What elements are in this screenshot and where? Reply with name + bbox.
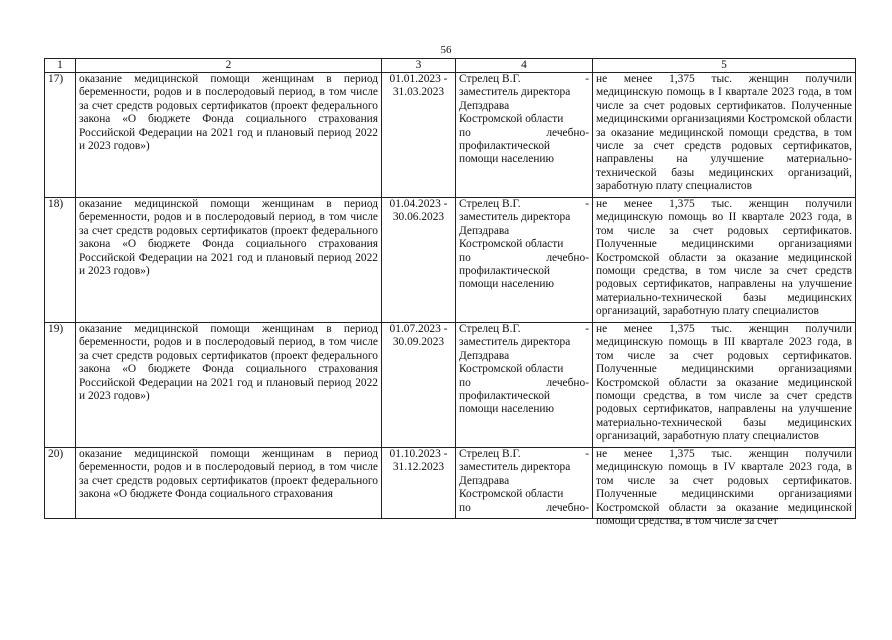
expected-result-text: не менее 1,375 тыс. женщин получили медицинскую помощь в IV квартале 2023 года, в том числе за счет родовых сертификатов. Полученные медицинскими организациями Костромской области за оказание медицинской помощи средства, в том числе за счет — [596, 448, 852, 528]
measure-description: оказание медицинской помощи женщинам в период беременности, родов и в послеродовый период, в том числе за счет средств родовых сертификатов (проект федерального закона «О бюджете Фонда социального страхования Российской Федерации на 2021 год и плановый период 2022 и 2023 годов») — [76, 73, 382, 198]
date-to: 31.12.2023 — [392, 461, 445, 474]
table-header-row — [45, 59, 856, 73]
responsible-position: заместитель директора Депздрава — [459, 336, 571, 362]
deadline-cell — [382, 198, 456, 323]
expected-result: не менее 1,375 тыс. женщин получили медицинскую помощь в III квартале 2023 года, в том числе за счет родовых сертификатов. Полученные медицинскими организациями Костромской области за оказание медицинской помощи средства, в том числе за счет средств родовых сертификатов, направлены на улучшение материально-технической базы медицинских организаций, заработную плату специалистов — [593, 323, 856, 448]
expected-result: не менее 1,375 тыс. женщин получили медицинскую помощь во II квартале 2023 года, в том числе за счет родовых сертификатов. Полученные медицинскими организациями Костромской области за оказание медицинской помощи средства, в том числе за счет средств родовых сертификатов, направлены на улучшение материально-технической базы медицинских организаций, заработную плату специалистов — [593, 198, 856, 323]
measures-table — [44, 58, 856, 528]
responsible-dash: - — [585, 323, 589, 335]
responsible-dash: - — [585, 73, 589, 85]
expected-result — [593, 448, 856, 528]
measure-description — [76, 448, 382, 519]
responsible-position: заместитель директора Депздрава — [459, 461, 571, 487]
responsible-prep: по — [459, 251, 471, 264]
date-from: 01.07.2023 - — [389, 323, 448, 335]
row-number: 17) — [45, 73, 76, 198]
date-to: 30.06.2023 — [392, 211, 445, 224]
table-row — [45, 73, 856, 198]
responsible-position: заместитель директора Депздрава — [459, 86, 571, 112]
table-row — [45, 323, 856, 448]
responsible-prep: по — [459, 501, 471, 514]
responsible-region: Костромской области — [459, 488, 564, 501]
deadline-cell — [382, 323, 456, 448]
row-number: 18) — [45, 198, 76, 323]
responsible-prep: по — [459, 126, 471, 139]
responsible-dash: - — [585, 448, 589, 460]
responsible-cell — [456, 198, 593, 323]
deadline-cell — [382, 448, 456, 519]
table-row — [45, 198, 856, 323]
responsible-dept: лечебно- — [546, 126, 589, 139]
responsible-dash: - — [585, 198, 589, 210]
responsible-dept: лечебно- — [546, 501, 589, 514]
responsible-name: Стрелец В.Г. — [459, 448, 521, 460]
responsible-dept: лечебно- — [546, 376, 589, 389]
measure-description: оказание медицинской помощи женщинам в период беременности, родов и в послеродовый период, в том числе за счет средств родовых сертификатов (проект федерального закона «О бюджете Фонда социального страхования Российской Федерации на 2021 год и плановый период 2022 и 2023 годов») — [76, 323, 382, 448]
responsible-region: Костромской области — [459, 113, 564, 126]
responsible-name: Стрелец В.Г. — [459, 323, 521, 335]
date-to: 31.03.2023 — [392, 86, 445, 99]
responsible-cell — [456, 448, 593, 519]
column-header: 4 — [456, 59, 593, 73]
responsible-name: Стрелец В.Г. — [459, 198, 521, 210]
column-header: 5 — [593, 59, 856, 73]
date-from: 01.04.2023 - — [389, 198, 448, 210]
responsible-cell — [456, 73, 593, 198]
date-from: 01.10.2023 - — [389, 448, 448, 460]
responsible-dept: лечебно- — [546, 251, 589, 264]
measure-description-text: оказание медицинской помощи женщинам в период беременности, родов и в послеродовый период, в том числе за счет средств родовых сертификатов (проект федерального закона «О бюджете Фонда социального страхования — [79, 448, 378, 501]
column-header: 1 — [45, 59, 76, 73]
page-number: 56 — [440, 44, 452, 56]
table-row — [45, 448, 856, 519]
deadline-cell — [382, 73, 456, 198]
row-number: 20) — [45, 448, 76, 519]
responsible-department: профилактической помощи населению — [459, 265, 555, 291]
responsible-department: профилактической помощи населению — [459, 390, 555, 416]
responsible-prep: по — [459, 376, 471, 389]
responsible-name: Стрелец В.Г. — [459, 73, 521, 85]
responsible-position: заместитель директора Депздрава — [459, 211, 571, 237]
date-to: 30.09.2023 — [392, 336, 445, 349]
expected-result: не менее 1,375 тыс. женщин получили медицинскую помощь в I квартале 2023 года, в том числе за счет родовых сертификатов. Полученные медицинскими организациями Костромской области за оказание медицинской помощи средства, в том числе за счет средств родовых сертификатов, направлены на улучшение материально-технической базы медицинских организаций, заработную плату специалистов — [593, 73, 856, 198]
responsible-department: профилактической помощи населению — [459, 140, 555, 166]
column-header: 3 — [382, 59, 456, 73]
date-from: 01.01.2023 - — [389, 73, 448, 85]
responsible-cell — [456, 323, 593, 448]
responsible-region: Костромской области — [459, 238, 564, 251]
row-number: 19) — [45, 323, 76, 448]
column-header: 2 — [76, 59, 382, 73]
measure-description: оказание медицинской помощи женщинам в период беременности, родов и в послеродовый период, в том числе за счет средств родовых сертификатов (проект федерального закона «О бюджете Фонда социального страхования Российской Федерации на 2021 год и плановый период 2022 и 2023 годов») — [76, 198, 382, 323]
responsible-region: Костромской области — [459, 363, 564, 376]
